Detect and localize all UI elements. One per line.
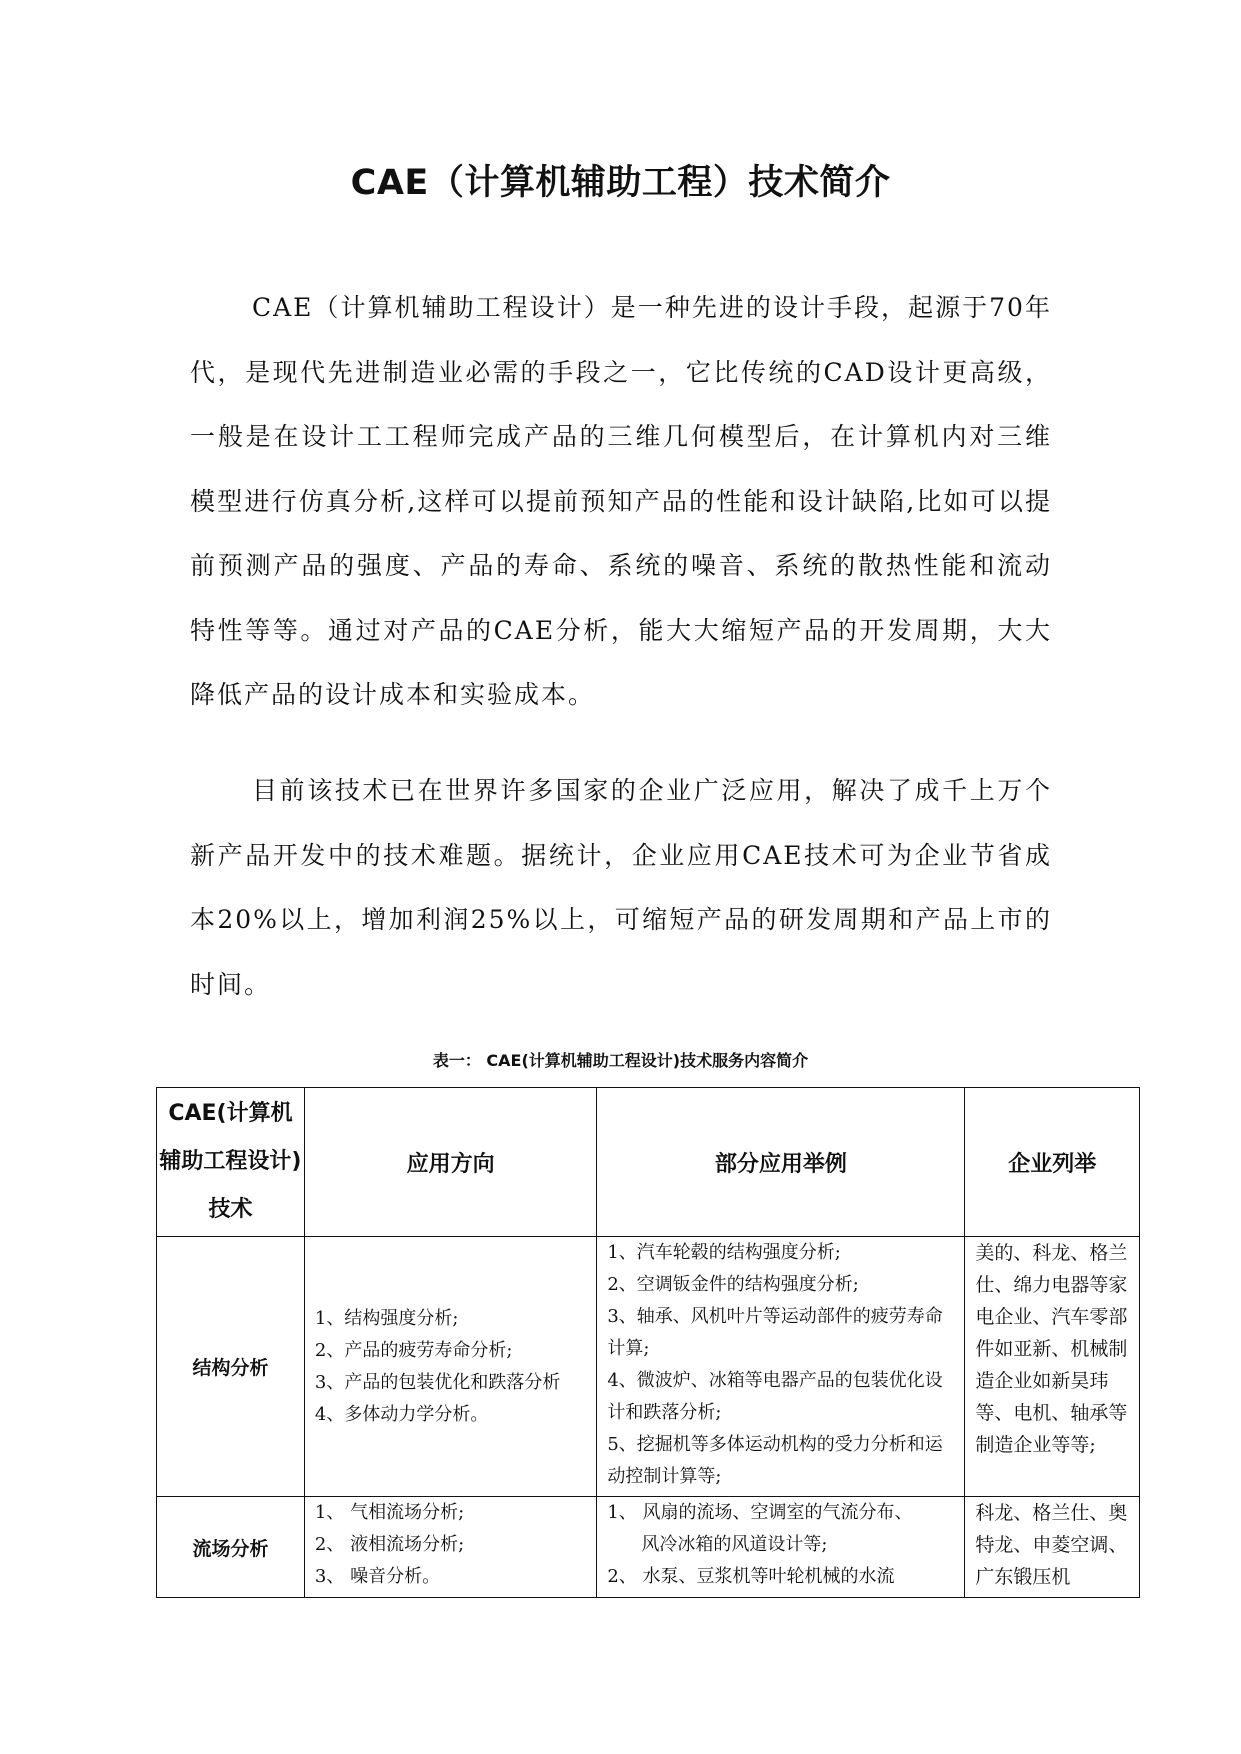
example-item: 2、 水泵、豆浆机等叶轮机械的水流 — [607, 1566, 895, 1587]
example-item: 1、汽车轮毂的结构强度分析; — [607, 1242, 841, 1263]
table-header-row — [157, 1088, 1140, 1237]
flow-companies — [965, 1497, 1140, 1598]
flow-directions — [304, 1497, 596, 1598]
flow-examples — [597, 1497, 965, 1598]
example-item: 3、轴承、风机叶片等运动部件的疲劳寿命计算; — [607, 1306, 943, 1359]
application-paragraph: 目前该技术已在世界许多国家的企业广泛应用，解决了成千上万个新产品开发中的技术难题。据统计，企业应用CAE技术可为企业节省成本20%以上，增加利润25%以上，可缩短产品的研发周期和产品上市的时间。 — [190, 776, 1052, 999]
direction-item: 2、产品的疲劳寿命分析; — [314, 1339, 513, 1361]
intro-paragraph: CAE（计算机辅助工程设计）是一种先进的设计手段，起源于70年代，是现代先进制造业必需的手段之一，它比传统的CAD设计更高级，一般是在设计工工程师完成产品的三维几何模型后，在计算机内对三维模型进行仿真分析,这样可以提前预知产品的性能和设计缺陷,比如可以提前预测产品的强度、产品的寿命、系统的噪音、系统的散热性能和流动特性等等。通过对产品的CAE分析，能大大缩短产品的开发周期，大大降低产品的设计成本和实验成本。 — [190, 293, 1052, 709]
table-row-flow — [157, 1497, 1140, 1598]
example-item: 1、 风扇的流场、空调室的气流分布、 — [607, 1502, 913, 1523]
flow-companies-text: 科龙、格兰仕、奥特龙、申菱空调、广东锻压机 — [975, 1502, 1128, 1588]
cae-service-table — [156, 1087, 1140, 1598]
structural-companies: 美的、科龙、格兰仕、绵力电器等家电企业、汽车零部件如亚新、机械制造企业如新昊玮等、电机、轴承等制造企业等等; — [965, 1237, 1140, 1497]
header-cae-tech: CAE(计算机辅助工程设计)技术 — [157, 1088, 305, 1237]
category-flow-analysis: 流场分析 — [157, 1497, 305, 1598]
structural-directions — [304, 1237, 596, 1497]
direction-item: 3、产品的包装优化和跌落分析 — [314, 1371, 561, 1393]
structural-examples — [597, 1237, 965, 1497]
direction-item: 1、 气相流场分析; — [314, 1502, 465, 1523]
direction-item: 4、多体动力学分析。 — [314, 1403, 489, 1425]
table-row-structural — [157, 1237, 1140, 1497]
category-structural-analysis: 结构分析 — [157, 1237, 305, 1497]
example-item: 2、空调钣金件的结构强度分析; — [607, 1274, 859, 1295]
header-company-list: 企业列举 — [965, 1088, 1140, 1237]
table-caption: 表一： CAE(计算机辅助工程设计)技术服务内容简介 — [432, 1051, 809, 1070]
example-item: 风冷冰箱的风道设计等; — [641, 1534, 828, 1555]
direction-item: 1、结构强度分析; — [314, 1307, 459, 1329]
direction-item: 2、 液相流场分析; — [314, 1534, 465, 1555]
document-title: CAE（计算机辅助工程）技术简介 — [350, 163, 891, 203]
direction-item: 3、 噪音分析。 — [314, 1566, 441, 1587]
header-application-direction: 应用方向 — [304, 1088, 596, 1237]
example-item: 5、挖掘机等多体运动机构的受力分析和运动控制计算等; — [607, 1434, 943, 1487]
example-item: 4、微波炉、冰箱等电器产品的包装优化设计和跌落分析; — [607, 1370, 943, 1423]
header-application-examples: 部分应用举例 — [597, 1088, 965, 1237]
